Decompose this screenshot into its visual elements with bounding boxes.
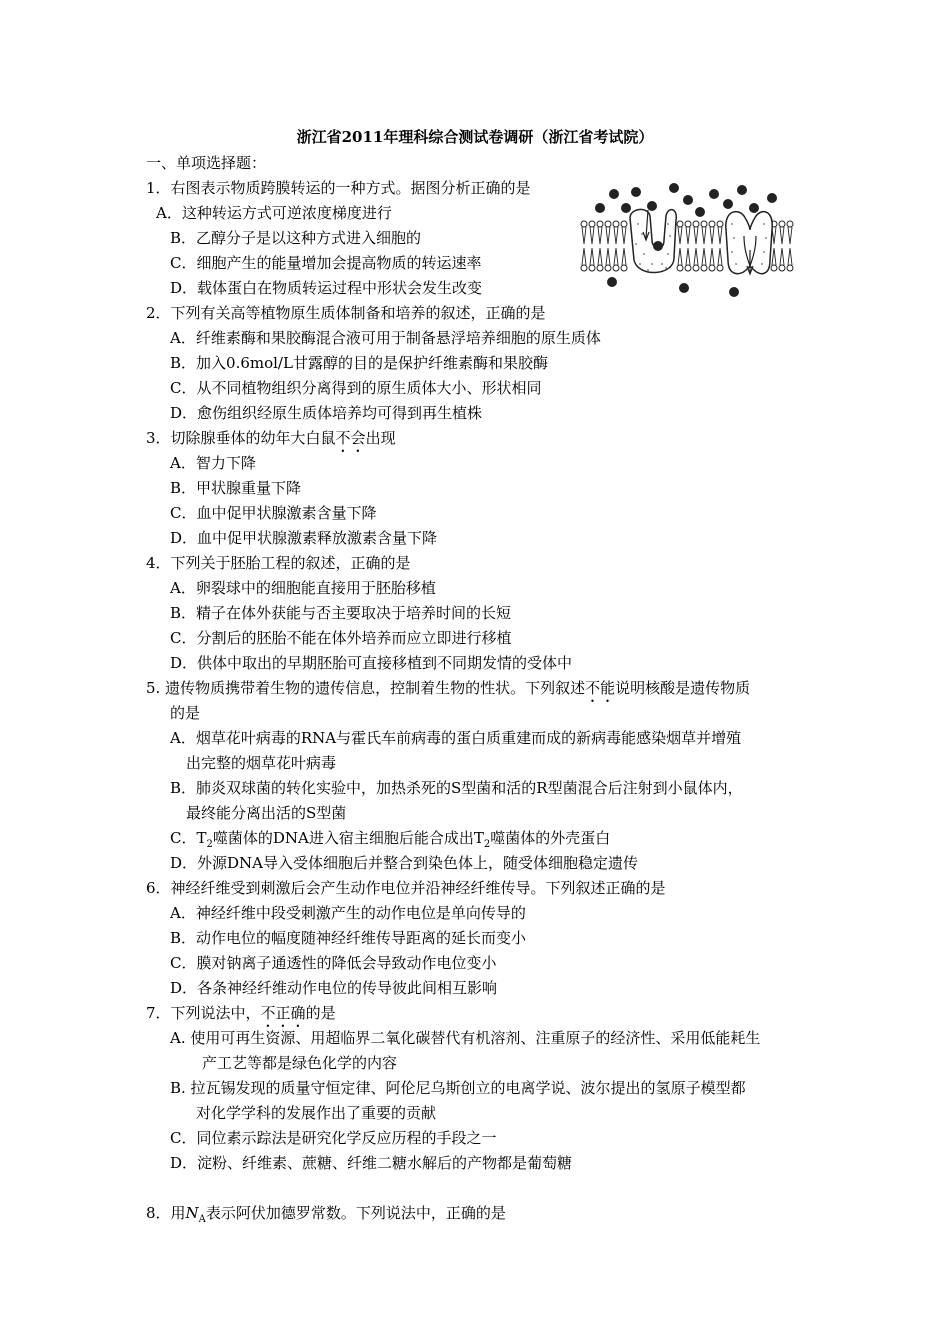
q3-option-b: B．甲状腺重量下降 — [170, 479, 302, 497]
q5-option-b: B．肺炎双球菌的转化实验中，加热杀死的S型菌和活的R型菌混合后注射到小鼠体内， — [170, 779, 743, 797]
carrier-protein-outward — [630, 209, 676, 272]
q4-option-d: D．供体中取出的早期胚胎可直接移植到不同期发情的受体中 — [170, 654, 573, 672]
q6-option-c: C．膜对钠离子通透性的降低会导致动作电位变小 — [170, 954, 497, 972]
q6-stem: 6．神经纤维受到刺激后会产生动作电位并沿神经纤维传导。下列叙述正确的是 — [146, 879, 666, 897]
q5-option-a-cont: 出完整的烟草花叶病毒 — [186, 754, 337, 772]
q7-option-a: A. 使用可再生资源、用超临界二氧化碳替代有机溶剂、注重原子的经济性、采用低能耗生 — [170, 1029, 761, 1047]
q2-option-d: D．愈伤组织经原生质体培养均可得到再生植株 — [170, 404, 483, 422]
q4-option-c: C．分割后的胚胎不能在体外培养而应立即进行移植 — [170, 629, 512, 647]
q4-option-b: B．精子在体外获能与否主要取决于培养时间的长短 — [170, 604, 512, 622]
q3-option-c: C．血中促甲状腺激素含量下降 — [170, 504, 377, 522]
q5-stem-cont: 的是 — [170, 704, 201, 722]
membrane-transport-figure — [578, 180, 794, 302]
q3-stem: 3．切除腺垂体的幼年大白鼠不会出现 — [146, 429, 396, 447]
q1-option-d: D．载体蛋白在物质转运过程中形状会发生改变 — [170, 279, 483, 297]
q5-option-d: D．外源DNA导入受体细胞后并整合到染色体上，随受体细胞稳定遗传 — [170, 854, 639, 872]
emphasis-text: 不能 — [585, 679, 616, 697]
q2-option-b: B．加入0.6mol/L甘露醇的目的是保护纤维素酶和果胶酶 — [170, 354, 548, 372]
q4-stem: 4．下列关于胚胎工程的叙述，正确的是 — [146, 554, 411, 572]
q7-option-c: C．同位素示踪法是研究化学反应历程的手段之一 — [170, 1129, 497, 1147]
q4-option-a: A．卵裂球中的细胞能直接用于胚胎移植 — [170, 579, 436, 597]
q3-option-a: A．智力下降 — [170, 454, 256, 472]
q7-option-d: D．淀粉、纤维素、蔗糖、纤维二糖水解后的产物都是葡萄糖 — [170, 1154, 573, 1172]
carrier-protein-inward — [726, 212, 772, 274]
emphasis-text: 不会 — [335, 429, 366, 447]
page-title: 浙江省2011年理科综合测试卷调研（浙江省考试院） — [296, 128, 654, 146]
q1-option-c: C．细胞产生的能量增加会提高物质的转运速率 — [170, 254, 482, 272]
q7-option-b: B. 拉瓦锡发现的质量守恒定律、阿伦尼乌斯创立的电离学说、波尔提出的氢原子模型都 — [170, 1079, 746, 1097]
q6-option-a: A．神经纤维中段受刺激产生的动作电位是单向传导的 — [170, 904, 526, 922]
q6-option-b: B．动作电位的幅度随神经纤维传导距离的延长而变小 — [170, 929, 527, 947]
q1-option-a: A．这种转运方式可逆浓度梯度进行 — [156, 204, 392, 222]
q7-option-a-cont: 产工艺等都是绿色化学的内容 — [202, 1054, 398, 1072]
q5-option-a: A．烟草花叶病毒的RNA与霍氏车前病毒的蛋白质重建而成的新病毒能感染烟草并增殖 — [170, 729, 742, 747]
q2-option-a: A．纤维素酶和果胶酶混合液可用于制备悬浮培养细胞的原生质体 — [170, 329, 601, 347]
q5-stem: 5. 遗传物质携带着生物的遗传信息，控制着生物的性状。下列叙述不能说明核酸是遗传物质 — [146, 679, 751, 697]
emphasis-text: 不正确 — [260, 1004, 306, 1022]
q1-option-b: B．乙醇分子是以这种方式进入细胞的 — [170, 229, 422, 247]
section-heading: 一、单项选择题： — [146, 154, 267, 172]
q5-option-c: C．$T_2$噬菌体的DNA进入宿主细胞后能合成出$T_2$噬菌体的外壳蛋白 — [170, 829, 611, 850]
q8-stem: 8．用$N_A$表示阿伏加德罗常数。下列说法中，正确的是 — [146, 1204, 506, 1225]
q2-stem: 2．下列有关高等植物原生质体制备和培养的叙述，正确的是 — [146, 304, 546, 322]
q3-option-d: D．血中促甲状腺激素释放激素含量下降 — [170, 529, 438, 547]
q7-stem: 7．下列说法中，不正确的是 — [146, 1004, 336, 1022]
q1-stem: 1．右图表示物质跨膜转运的一种方式。据图分析正确的是 — [146, 179, 531, 197]
q5-option-b-cont: 最终能分离出活的S型菌 — [186, 804, 347, 822]
q2-option-c: C．从不同植物组织分离得到的原生质体大小、形状相同 — [170, 379, 542, 397]
q7-option-b-cont: 对化学学科的发展作出了重要的贡献 — [196, 1104, 437, 1122]
q6-option-d: D．各条神经纤维动作电位的传导彼此间相互影响 — [170, 979, 498, 997]
